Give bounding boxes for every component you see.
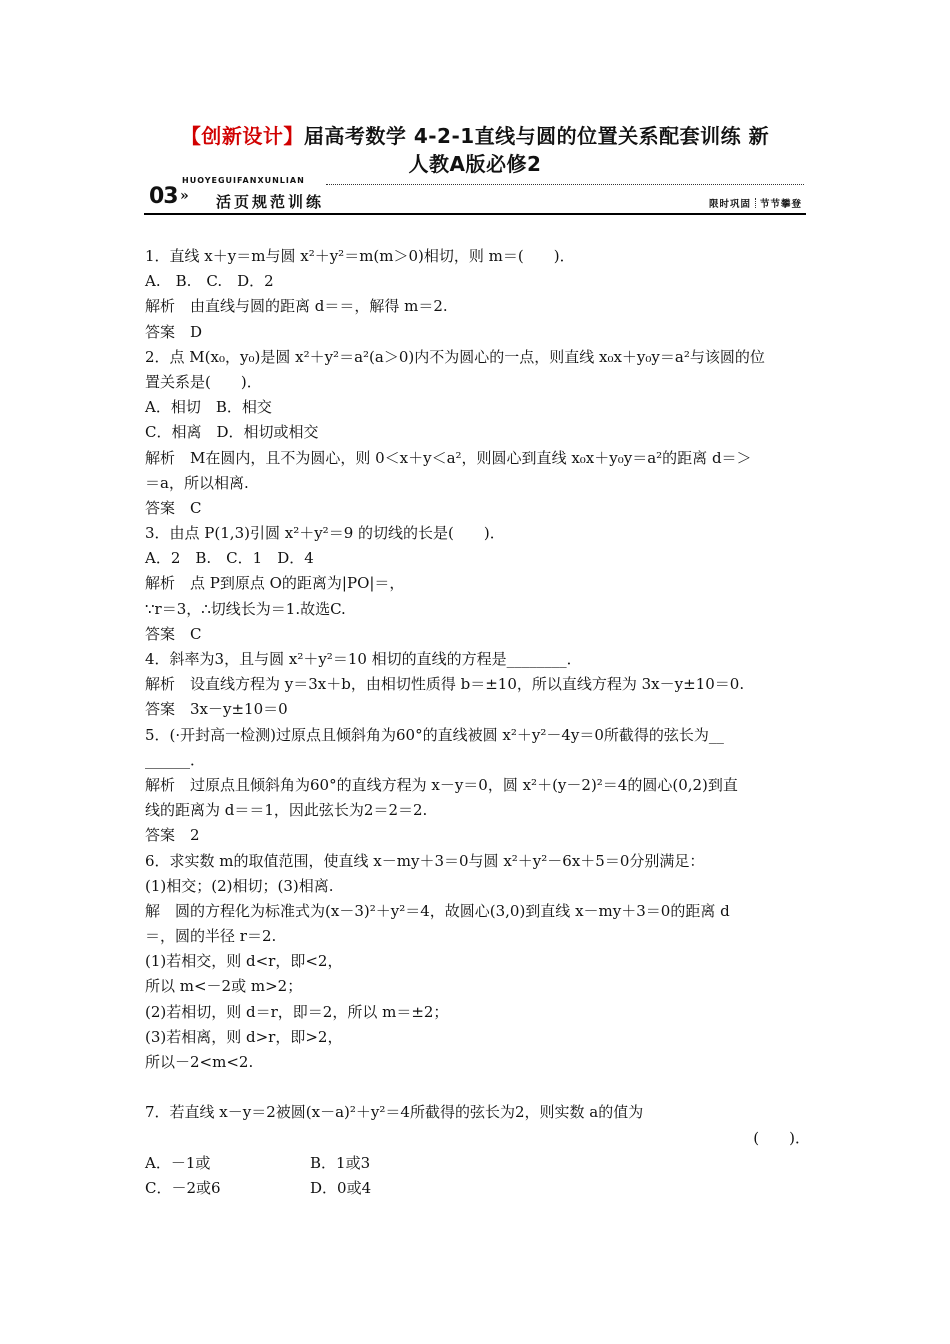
- option-c: C．－2或6: [145, 1178, 221, 1197]
- text-line: 答案 C: [145, 498, 202, 517]
- banner-right-label: [709, 196, 802, 210]
- text-line: 答案 2: [145, 826, 200, 845]
- text-line: ＝a，所以相离.: [145, 473, 249, 492]
- text-line: 解析 过原点且倾斜角为60°的直线方程为 x－y＝0，圆 x²＋(y－2)²＝4的圆心(0,2)到直: [145, 775, 738, 794]
- option-a: A．－1或: [145, 1153, 211, 1172]
- banner-right-1: 限时巩固: [708, 199, 751, 210]
- question-7-stem: 7．若直线 x－y＝2被圆(x－a)²＋y²＝4所截得的弦长为2，则实数 a的值为: [145, 1103, 644, 1122]
- text-line: 解析 由直线与圆的距离 d＝＝，解得 m＝2.: [145, 297, 448, 316]
- text-line: (2)若相切，则 d＝r，即＝2，所以 m＝±2；: [145, 1002, 449, 1021]
- text-line: 所以－2<m<2.: [145, 1053, 254, 1071]
- title-line-2: 人教A版必修2: [408, 152, 542, 176]
- question-7-paren: ( )．: [753, 1128, 810, 1147]
- text-line: 线的距离为 d＝＝1，因此弦长为2＝2＝2.: [145, 801, 428, 820]
- banner-dotted-line: [326, 184, 804, 185]
- option-d: D．0或4: [310, 1178, 372, 1197]
- text-line: 答案 3x－y±10＝0: [145, 700, 288, 719]
- text-line: (1)若相交，则 d<r，即<2，: [145, 952, 343, 971]
- banner-right-2: 节节攀登: [759, 199, 802, 210]
- text-line: 答案 C: [145, 624, 202, 643]
- text-line: 解 圆的方程化为标准式为(x－3)²＋y²＝4，故圆心(3,0)到直线 x－my＋3＝0的距离 d: [145, 901, 730, 920]
- text-line: 答案 D: [145, 322, 203, 341]
- text-line: (1)相交；(2)相切；(3)相离.: [145, 876, 334, 895]
- text-line: 2．点 M(x₀，y₀)是圆 x²＋y²＝a²(a＞0)内不为圆心的一点，则直线 x₀x＋y₀y＝a²与该圆的位: [145, 347, 765, 366]
- question-7-options-row-1: [145, 1151, 810, 1176]
- text-line: ______．: [145, 750, 206, 769]
- document-title: [100, 122, 850, 178]
- option-b: B．1或3: [310, 1153, 371, 1172]
- text-line: C．相离 D．相切或相交: [145, 423, 319, 442]
- text-line: 1．直线 x＋y＝m与圆 x²＋y²＝m(m＞0)相切，则 m＝( )．: [145, 247, 575, 265]
- text-line: 解析 点 P到原点 O的距离为|PO|＝，: [145, 574, 405, 593]
- blank-gap: [145, 1075, 810, 1100]
- text-line: 所以 m<－2或 m>2；: [145, 977, 303, 996]
- text-line: A. B. C. D．2: [145, 272, 274, 291]
- exercise-content: [145, 244, 810, 1201]
- banner-separator: [755, 198, 756, 208]
- text-line: 解析 设直线方程为 y＝3x＋b，由相切性质得 b＝±10，所以直线方程为 3x－y±10＝0.: [145, 675, 745, 694]
- banner-arrow-icon: »: [180, 188, 189, 204]
- title-bracket: 【创新设计】: [180, 124, 304, 148]
- text-line: ∵r＝3，∴切线长为＝1.故选C.: [145, 599, 346, 618]
- section-banner: [144, 174, 806, 216]
- banner-pinyin: HUOYEGUIFANXUNLIAN: [182, 176, 305, 185]
- text-line: A．相切 B．相交: [145, 398, 272, 417]
- banner-number: 03: [149, 184, 178, 209]
- text-line: A．2 B. C．1 D．4: [145, 549, 314, 568]
- text-line: 置关系是( )．: [145, 372, 262, 391]
- title-line-1: [100, 122, 850, 150]
- text-line: 6．求实数 m的取值范围，使直线 x－my＋3＝0与圆 x²＋y²－6x＋5＝0分别满足：: [145, 851, 705, 870]
- banner-title: 活页规范训练: [216, 193, 325, 211]
- text-line: 4．斜率为3，且与圆 x²＋y²＝10 相切的直线的方程是________．: [145, 650, 582, 668]
- banner-rule: [144, 213, 806, 215]
- question-7-options-row-2: [145, 1176, 810, 1201]
- text-line: 解析 M在圆内，且不为圆心，则 0＜x＋y＜a²，则圆心到直线 x₀x＋y₀y＝a²的距离 d＝＞: [145, 448, 752, 467]
- text-line: ＝，圆的半径 r＝2.: [145, 927, 277, 946]
- text-line: 5．(·开封高一检测)过原点且倾斜角为60°的直线被圆 x²＋y²－4y＝0所截得的弦长为__: [145, 725, 724, 744]
- text-line: (3)若相离，则 d>r，即>2，: [145, 1027, 343, 1046]
- text-line: 3．由点 P(1,3)引圆 x²＋y²＝9 的切线的长是( )．: [145, 524, 505, 543]
- title-rest: 届高考数学 4-2-1直线与圆的位置关系配套训练 新: [303, 124, 770, 148]
